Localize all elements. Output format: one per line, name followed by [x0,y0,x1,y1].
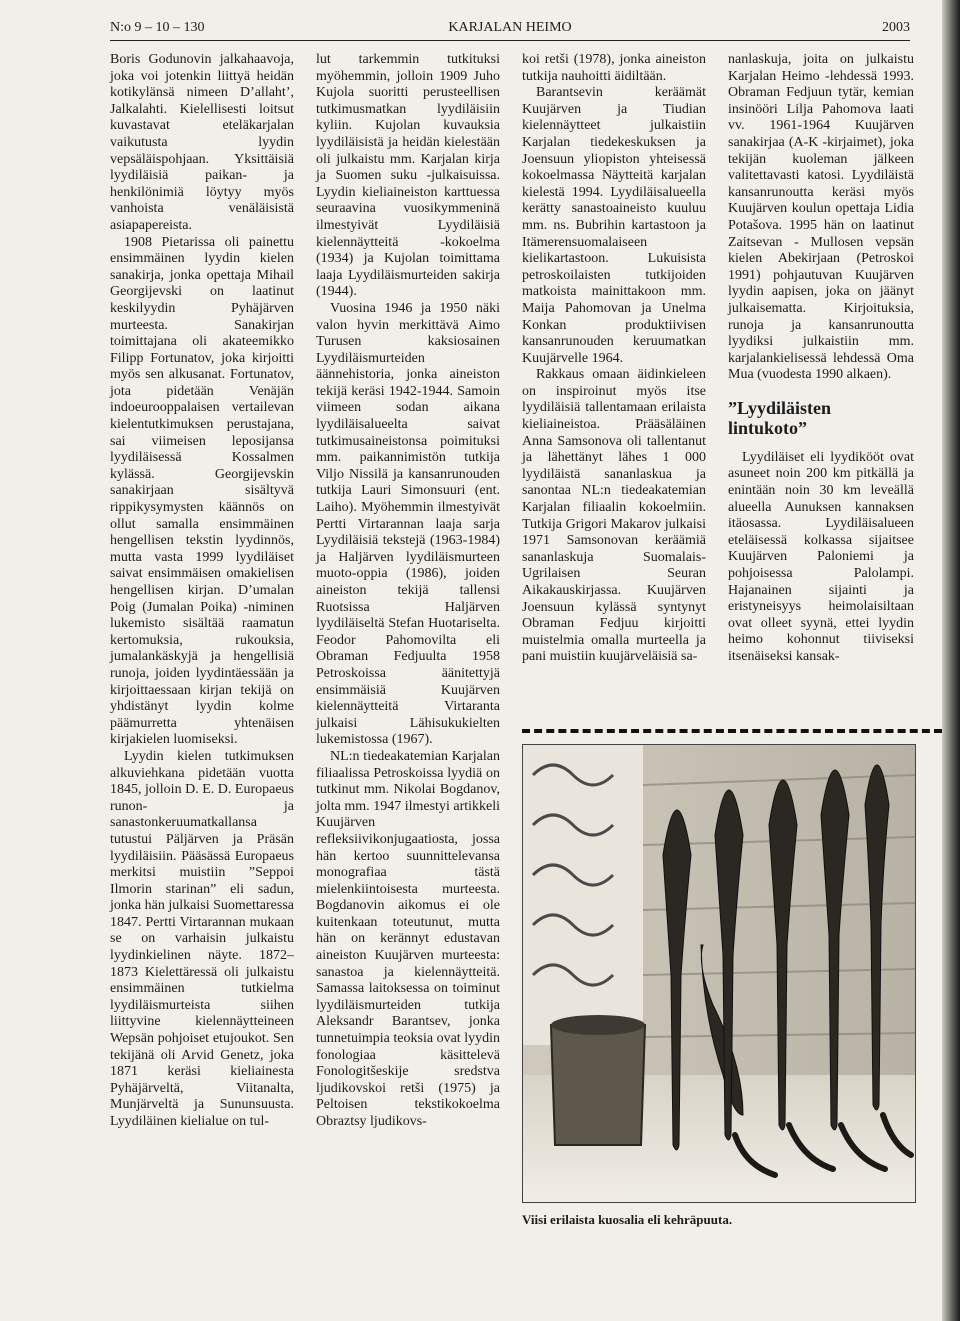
column-3 [522,52,706,666]
page-header [110,18,910,41]
page-binding-edge [942,0,960,1321]
column-4 [728,52,914,666]
paragraph: 1908 Pietarissa oli painettu ensimmäinen lyydin kielen sanakirja, jonka opettaja Mihail Georgijevski on laatinut keskilyydin Pyhäjärven murteesta. Sanakirjan toimittajana oli akateemikko Filipp Fortunatov, joka kirjoitti myös sen alkusanat. Fortunatov, jota pidetään Venäjän indoeurooppalaisen vertailevan kielentutkimuksen perustajana, sai viimeisen leposijansa lyydiläisessä Kossalmen kylässä. Georgijevskin sanakirjaan sisältyvä rippikysymysten käännös on ollut samalla ensimmäinen hengellisen tekstin lyydinnös, mutta vasta 1999 lyydiläiset saivat ensimmäisen omakielisen hengellisen kirjan. D’umalan Poig (Jumalan Poika) -niminen lukemisto sisältää raamatun kertomuksia, rukouksia, jumalankäskyjä ja hengellisiä runoja, joiden lyydintäessään ja kirjoittaessaan kirjan tekijä on yhdistänyt lyydin kolme päämurretta yhtenäisen kirjakielen luomiseksi. [110,234,294,748]
paragraph: Lyydiläiset eli lyydikööt ovat asuneet noin 200 km pitkällä ja enintään noin 30 km leveällä alueella Aunuksen kannaksen itäosassa. Lyydiläisalueen eteläisessä kolkassa sijaitsee Kuujärven Paloniemi ja pohjoisessa Palolampi. Hajanainen sijainti ja eristyneisyys heimolaisiltaan ovat olleet syynä, ettei lyydin heimo kohonnut tiiviseksi itsenäiseksi kansak- [728,449,914,664]
issue-number: N:o 9 – 10 – 130 [110,20,205,35]
year: 2003 [882,20,910,35]
paragraph: nanlaskuja, joita on julkaistu Karjalan Heimo -lehdessä 1993. Obraman Fedjuun tytär, kemian insinööri Lilja Pahomova laati vv. 1961-1964 Kuujärven sanakirjaa (A-K -kirjaimet), joka tekijän kuoleman jälkeen valitettavasti katosi. Lyydiläistä kansanrunoutta keräsi myös Kuujärven koulun opettaja Lidia Potašova. 1995 hän on laatinut Zaitsevan - Mullosen vepsän kielen Abekirjaan (Petroskoi 1991) pohjautuvan Kuujärven lyydin aapisen, joka on jäänyt julkaisematta. Kirjoituksia, runoja ja kansanrunoutta lyydiksi julkaistiin mm. karjalankielisessä lehdessä Oma Mua (vuodesta 1990 alkaen). [728,52,914,383]
paragraph: lut tarkemmin tutkituksi myöhemmin, jolloin 1909 Juho Kujola suoritti perusteellisen tutkimusmatkan lyydiläisiin kyliin. Kujolan kuvauksia lyydiläisistä ja heidän kielestään oli julkaistu mm. Karjalan kirja ja Suomen suku -julkaisuissa. Lyydin kieliaineiston karttuessa seuraavina vuosikymmeninä ilmestyivät Lyydiläisiä kielennäytteitä -kokoelma (1934) ja Kujolan toimittama laaja Lyydiläismurteiden sakirja (1944). [316,52,500,300]
photo-caption: Viisi erilaista kuosalia eli kehräpuuta. [522,1212,733,1227]
paragraph: Lyydin kielen tutkimuksen alkuviehkana pidetään vuotta 1845, jolloin D. E. D. Europaeus runon- ja sanastonkeruumatkallansa tutustui Päljärven ja Präsän lyydiläisiin. Pääsässä Europaeus merkitsi muistiin ”Seppoi Ilmorin starinan” eli sadun, jonka hän julkaisi Suomettaressa 1847. Pertti Virtarannan mukaan se on varhaisin julkaistu lyydinkielinen näyte. 1872–1873 Kielettäressä oli julkaistu ensimmäinen tutkielma lyydiläismurteista siihen liittyvine kielennäytteineen Wepsän pohjoiset etujoukot. Sen tekijänä oli Arvid Genetz, joka 1871 keräsi kieliainesta Pyhäjärveltä, Viitanalta, Munjärveltä ja Sununsuusta. Lyydiläinen kielialue on tul- [110,748,294,1129]
paragraph: Vuosina 1946 ja 1950 näki valon hyvin merkittävä Aimo Turusen kaksiosainen Lyydiläismurteiden äännehistoria, jonka aineiston tekijä keräsi 1942-1944. Samoin viimeen sodan aikana lyydiläisalueelta saivat tutkimusaineistonsa poimituksi mm. paikannimistön tutkija Viljo Nissilä ja kansanrunouden tutkija Lauri Simonsuuri (ent. Laiho). Myöhemmin ilmestyivät Pertti Virtarannan laaja sarja Lyydiläisiä tekstejä (1963-1984) ja Haljärven lyydiläismurteen muoto-oppia (1986), joiden aineiston tekijä tallensi Ruotsissa Haljärven lyydiläiseltä Stefan Huotariselta. Feodor Pahomovilta eli Obraman Fedjuulta 1958 Petroskoissa äänitettyjä ensimmäisiä Kuujärven kielennäytteitä Virtaranta julkaisi Lähisukukielten lukemistossa (1967). [316,300,500,748]
column-2 [316,52,500,1131]
section-heading: ”Lyydiläisten lintukoto” [728,397,832,438]
photo-spindles [522,744,916,1203]
magazine-title: KARJALAN HEIMO [448,20,572,35]
paragraph: Rakkaus omaan äidinkieleen on inspiroinut myös itse lyydiläisiä tallentamaan erilaista kieliaineistoa. Prääsäläinen Anna Samsonova oli tallentanut ja lähettänyt lähes 1 000 lyydiläistä sananlaskua ja sanontaa NL:n tiedeakatemian Karjalan filiaalin kokoelmiin. Tutkija Grigori Makarov julkaisi 1971 Samsonovan keräämiä sananlaskuja Suomalais-Ugrilaisen Seuran Aikakauskirjassa. Kuujärven Joensuun kylässä syntynyt Obraman Fedjuu kirjoitti muistelmia omalla murteella ja pani muistiin kuujärveläisiä sa- [522,367,706,665]
paragraph: koi retši (1978), jonka aineiston tutkija nauhoitti äidiltään. [522,52,706,84]
column-1 [110,52,294,1131]
paragraph: Barantsevin keräämät Kuujärven ja Tiudian kielennäytteet julkaistiin Karjalan tiedekeskuksen ja Joensuun yliopiston yhteisessä kokoelmassa Näytteitä karjalan kielestä 1994. Lyydiläisalueella kerätty sanastoaineisto kuuluu mm. ns. Bubrihin kartastoon ja Itämerensuomalaiseen kielikartastoon. Lukuisista petroskoilaisten tutkijoiden matkoista mainittakoon mm. Maija Pahomovan ja Unelma Konkan produktiivisen kansanrunouden keruumatkan Kuujärvelle 1964. [522,85,706,366]
paragraph: Boris Godunovin jalkahaavoja, joka voi jotenkin liittyä heidän kotikylänsä nimeen D’allaht’, Jalkalahti. Kielellisesti loitsut kuvastavat eteläkarjalan vaikutusta lyydin vepsäläispohjaan. Yksittäisiä lyydiläisiä paikan- ja henkilönimiä löytyy myös vanhoista venäläisistä asiapapereista. [110,52,294,233]
paragraph: NL:n tiedeakatemian Karjalan filiaalissa Petroskoissa lyydiä on tutkinut mm. Nikolai Bogdanov, jolta mm. 1947 ilmestyi artikkeli Kuujärven refleksiivikonjugaatiosta, jossa hän kertoo suunnittelevansa monografiaa tästä mielenkiintoisesta murteesta. Bogdanovin aikomus ei ole kuitenkaan toteutunut, mutta hän on kerännyt edustavan aineiston Kuujärven murteesta: sanastoa ja kielennäytteitä. Samassa laitoksessa on toiminut lyydiläismurteiden tutkija Aleksandr Barantsev, jonka tunnetuimpia teoksia ovat lyydin fonologiaa käsittelevä Fonologitšeskije sredstva ljudikovskoi retši (1975) ja Peltoisen tekstikokoelma Obraztsy ljudikovs- [316,748,500,1129]
spindles-illustration [523,745,915,1202]
photo-divider [522,729,942,737]
